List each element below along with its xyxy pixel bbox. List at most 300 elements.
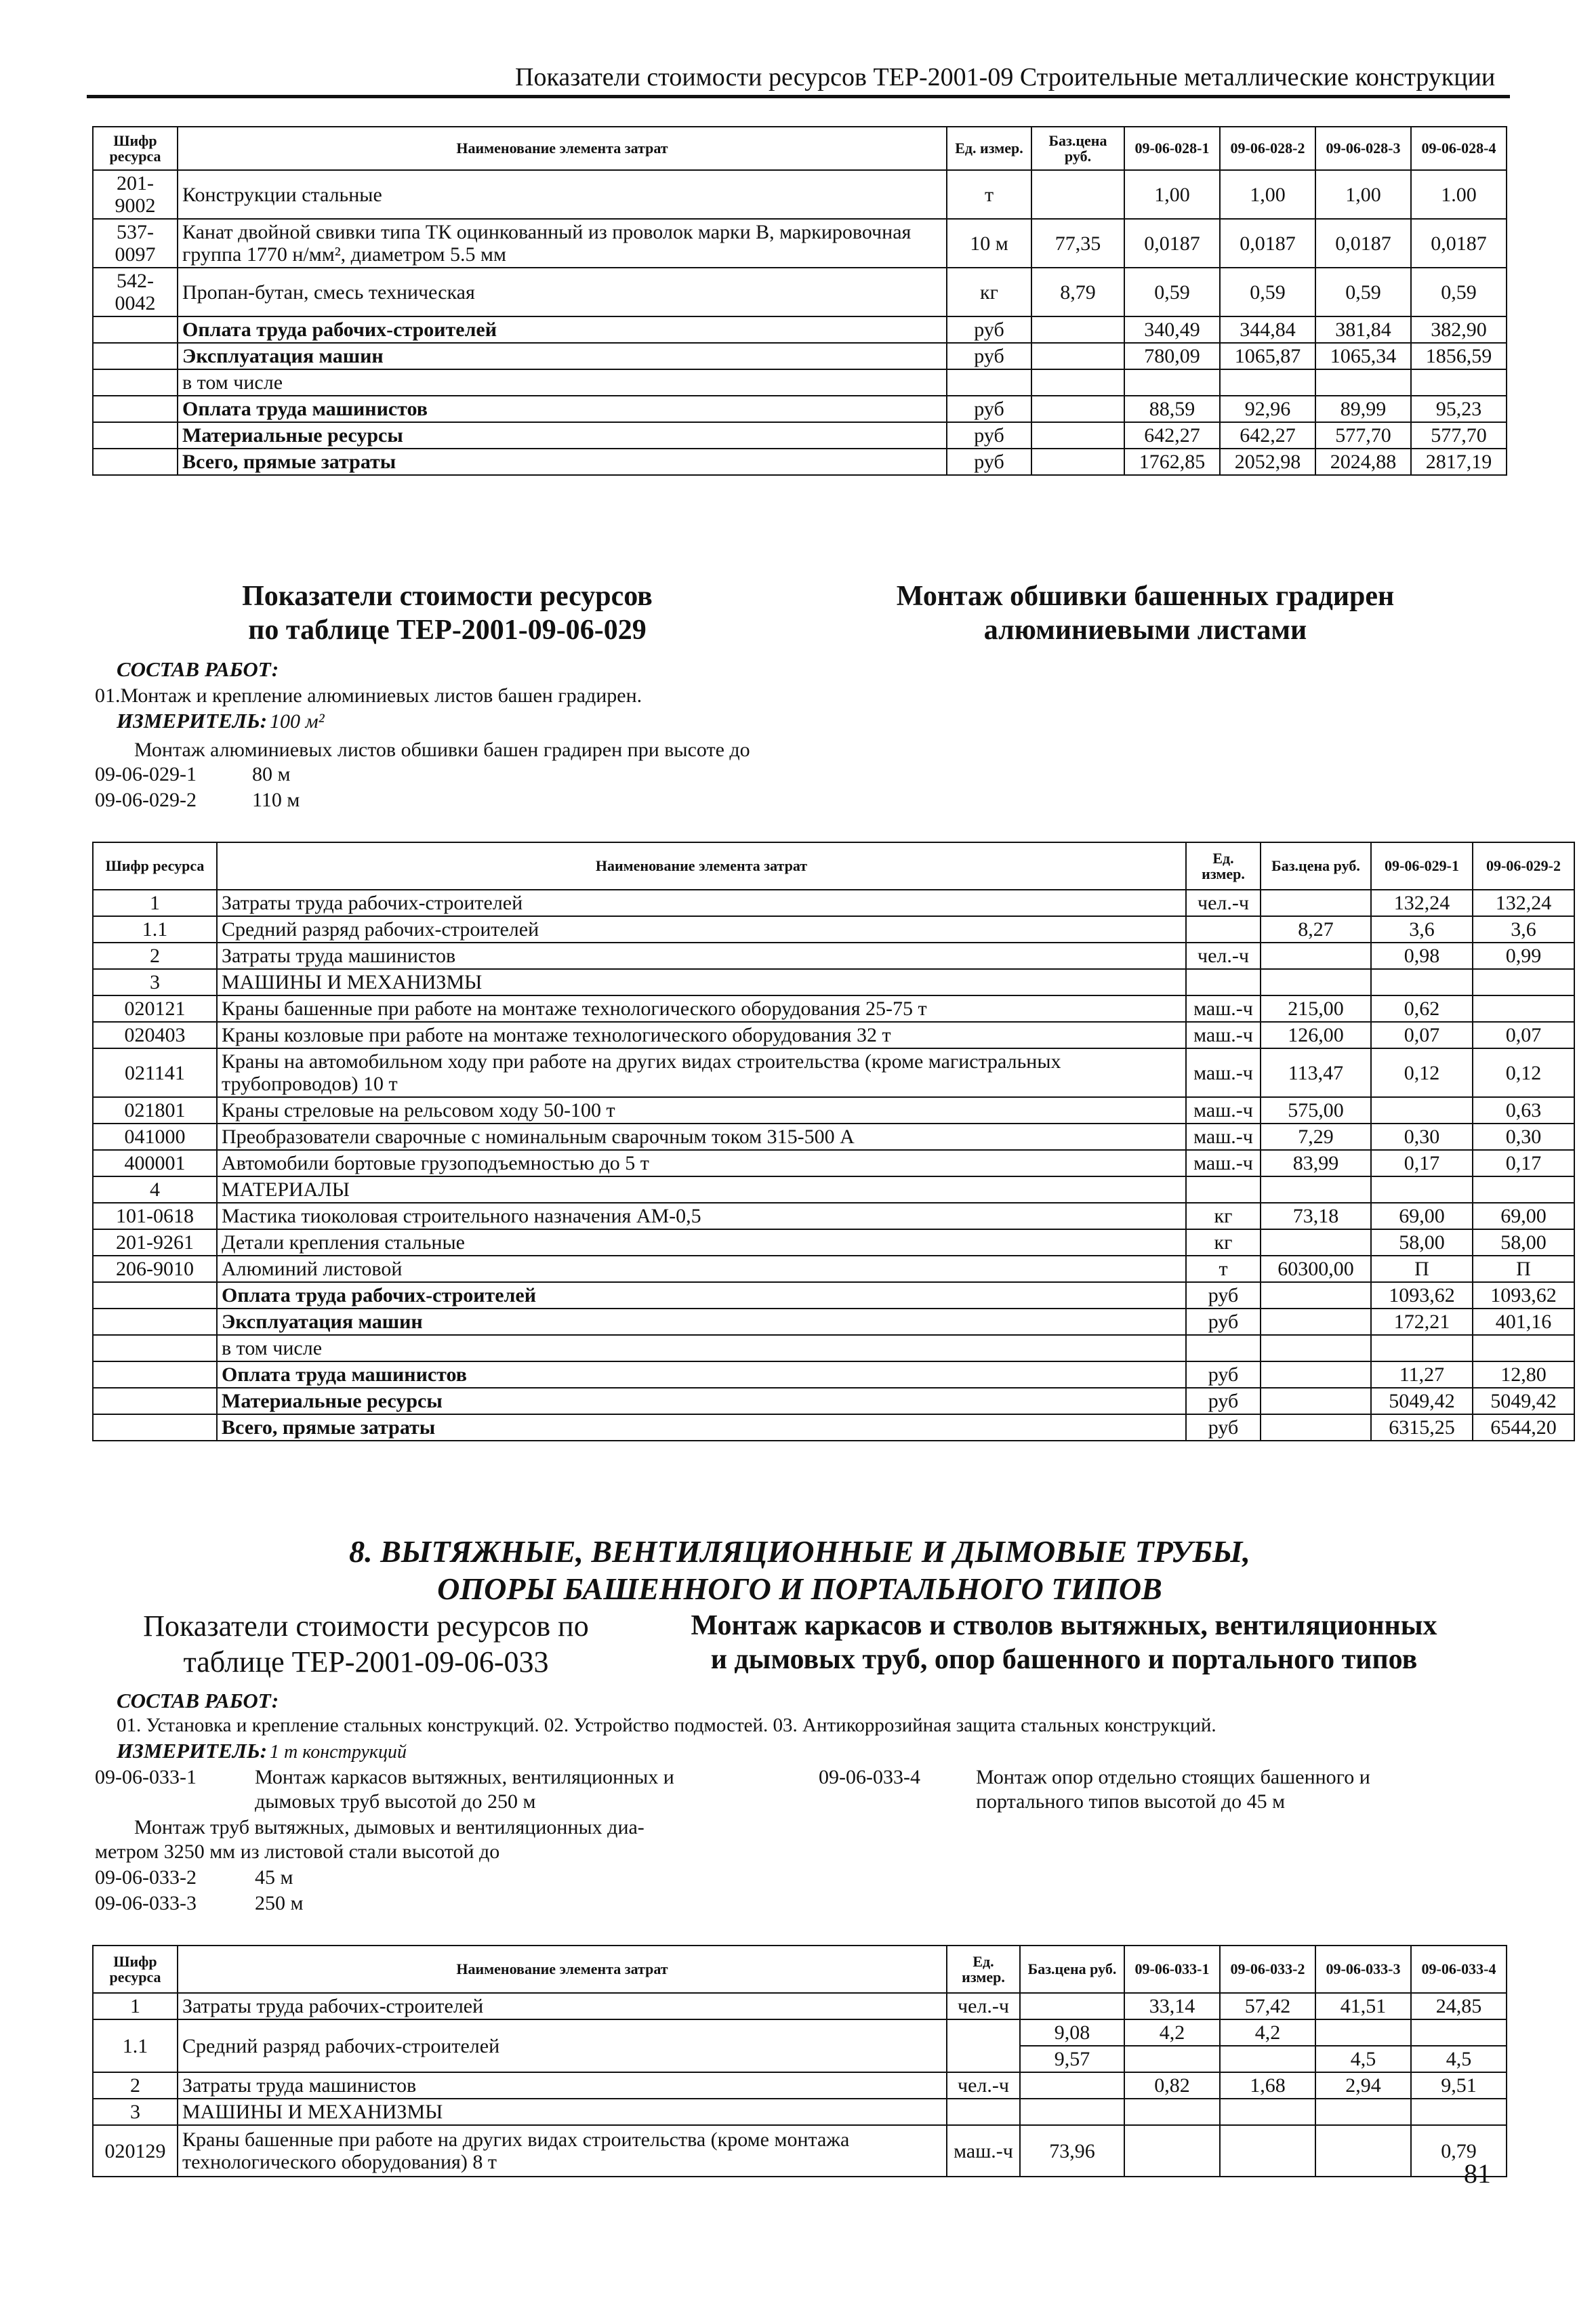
col-code: Шифр ресурса [93,127,178,170]
cell-unit: т [947,170,1031,219]
table-row [93,1309,1574,1335]
cell-unit: руб [1186,1282,1261,1309]
cell-price [1031,369,1124,396]
col-033-3: 09-06-033-3 [1315,1946,1411,1993]
cell-code [93,1388,217,1414]
cell-code: 041000 [93,1124,217,1150]
table-row [93,2019,1507,2046]
cell-unit: кг [947,268,1031,316]
cell-price [1031,449,1124,475]
cell-value: 4,2 [1124,2019,1220,2046]
cell-value [1473,1176,1574,1203]
cell-price [1031,396,1124,422]
cell-unit: чел.-ч [1186,943,1261,969]
cell-value: 577,70 [1411,422,1507,449]
col-029-1: 09-06-029-1 [1371,842,1473,890]
cell-name: Мастика тиоколовая строительного назначения АМ-0,5 [217,1203,1186,1229]
cell-code: 020121 [93,995,217,1022]
cell-code: 537-0097 [93,219,178,268]
cell-value: 12,80 [1473,1361,1574,1388]
cell-name: Конструкции стальные [178,170,947,219]
cell-value: 2817,19 [1411,449,1507,475]
table-row [93,890,1574,916]
cell-code: 542-0042 [93,268,178,316]
cell-value: 69,00 [1371,1203,1473,1229]
cell-value: 4,5 [1411,2046,1507,2072]
block029-izmer [117,709,325,733]
cell-price: 73,18 [1261,1203,1371,1229]
cell-name: Краны козловые при работе на монтаже технологического оборудования 32 т [217,1022,1186,1048]
cell-name: Материальные ресурсы [217,1388,1186,1414]
cell-code: 020403 [93,1022,217,1048]
section8-left-title-2: таблице ТЕР-2001-09-06-033 [183,1645,549,1679]
cell-price [1031,343,1124,369]
section8-item4-text-1: Монтаж опор отдельно стоящих башенного и [976,1766,1370,1788]
cell-value: 1.00 [1411,170,1507,219]
table-row [93,1022,1574,1048]
cell-name: Материальные ресурсы [178,422,947,449]
cell-price [1031,170,1124,219]
cell-unit [1186,1335,1261,1361]
section8-izmer-label: ИЗМЕРИТЕЛЬ: [117,1739,268,1763]
cell-value [1411,2099,1507,2125]
section8-item1-text-2: дымовых труб высотой до 250 м [255,1790,536,1813]
cell-name: Оплата труда машинистов [217,1361,1186,1388]
section8-izmer-value: 1 т конструкций [270,1742,407,1763]
section8-title [203,1533,1396,1607]
cell-code [93,1414,217,1441]
cell-price [1031,422,1124,449]
cell-price [1261,1361,1371,1388]
cell-unit: руб [947,343,1031,369]
cell-value: 0,12 [1371,1048,1473,1097]
block029-left-title [176,579,718,648]
cell-name: МАТЕРИАЛЫ [217,1176,1186,1203]
cell-price: 9,57 [1020,2046,1124,2072]
cell-value: 2,94 [1315,2072,1411,2099]
cell-unit: руб [1186,1361,1261,1388]
table-row [93,1176,1574,1203]
cell-value: 0,0187 [1411,219,1507,268]
cell-value: 1856,59 [1411,343,1507,369]
table-row [93,943,1574,969]
cell-name: Средний разряд рабочих-строителей [178,2019,947,2072]
cell-price [1261,969,1371,995]
cell-name: МАШИНЫ И МЕХАНИЗМЫ [178,2099,947,2125]
cell-value [1124,369,1220,396]
cell-value: П [1371,1256,1473,1282]
cell-value: 58,00 [1473,1229,1574,1256]
cell-price [1261,943,1371,969]
cell-value: 0,17 [1473,1150,1574,1176]
cell-value [1315,2099,1411,2125]
cell-value: 0,99 [1473,943,1574,969]
table-row [93,1124,1574,1150]
cell-value: 88,59 [1124,396,1220,422]
section8-item3-code: 09-06-033-3 [95,1892,197,1914]
table-row [93,2072,1507,2099]
cell-price: 7,29 [1261,1124,1371,1150]
page-number: 81 [1464,2158,1491,2189]
cell-price [1020,2072,1124,2099]
cell-value: 2024,88 [1315,449,1411,475]
cell-value [1473,969,1574,995]
section8-izmer [117,1739,407,1763]
cell-value: П [1473,1256,1574,1282]
cell-code [93,1335,217,1361]
cell-value: 1065,34 [1315,343,1411,369]
table-row [93,1388,1574,1414]
cell-value: 172,21 [1371,1309,1473,1335]
cell-price: 8,27 [1261,916,1371,943]
cell-name: Алюминий листовой [217,1256,1186,1282]
cell-code [93,316,178,343]
cell-value: 132,24 [1473,890,1574,916]
col-name: Наименование элемента затрат [217,842,1186,890]
col-033-4: 09-06-033-4 [1411,1946,1507,1993]
section8-title-2: ОПОРЫ БАШЕННОГО И ПОРТАЛЬНОГО ТИПОВ [437,1571,1162,1607]
cell-value [1315,2019,1411,2046]
cell-name: Краны стреловые на рельсовом ходу 50-100 т [217,1097,1186,1124]
section8-right-title-1: Монтаж каркасов и стволов вытяжных, вентиляционных [691,1610,1437,1641]
cell-value: 0,98 [1371,943,1473,969]
cell-value: 0,59 [1411,268,1507,316]
cell-value: 6544,20 [1473,1414,1574,1441]
cell-code: 1.1 [93,2019,178,2072]
cell-code: 021801 [93,1097,217,1124]
block029-left-title-1: Показатели стоимости ресурсов [242,581,653,612]
cell-price [1020,2099,1124,2125]
table-row [93,268,1507,316]
cell-value: 41,51 [1315,1993,1411,2019]
cell-value: 3,6 [1371,916,1473,943]
cell-value: 89,99 [1315,396,1411,422]
table-row [93,1097,1574,1124]
cell-unit: руб [947,396,1031,422]
col-028-2: 09-06-028-2 [1220,127,1315,170]
col-name: Наименование элемента затрат [178,127,947,170]
cell-value: 0,0187 [1124,219,1220,268]
cell-name: Оплата труда рабочих-строителей [217,1282,1186,1309]
cell-price [1020,1993,1124,2019]
section8-item1-code: 09-06-033-1 [95,1766,197,1788]
section8-item4-code: 09-06-033-4 [819,1766,920,1788]
table-row [93,343,1507,369]
col-033-2: 09-06-033-2 [1220,1946,1315,1993]
col-028-3: 09-06-028-3 [1315,127,1411,170]
cell-name: Оплата труда рабочих-строителей [178,316,947,343]
cell-name: Затраты труда машинистов [217,943,1186,969]
cell-value: 1093,62 [1473,1282,1574,1309]
table-row [93,1361,1574,1388]
cell-value: 0,07 [1473,1022,1574,1048]
cell-name: Всего, прямые затраты [178,449,947,475]
block029-right-title [840,579,1450,648]
cell-value: 4,2 [1220,2019,1315,2046]
cell-code [93,1361,217,1388]
cell-value: 642,27 [1220,422,1315,449]
cell-name: Эксплуатация машин [217,1309,1186,1335]
cell-value: 0,0187 [1315,219,1411,268]
section8-item1-text-1: Монтаж каркасов вытяжных, вентиляционных и [255,1766,674,1788]
block029-sostav-text: 01.Монтаж и крепление алюминиевых листов башен градирен. [95,684,642,707]
cell-value: 33,14 [1124,1993,1220,2019]
cell-value [1124,2046,1220,2072]
block029-sostav-label: СОСТАВ РАБОТ: [117,657,279,681]
cell-unit: маш.-ч [947,2125,1020,2177]
page-header: Показатели стоимости ресурсов ТЕР-2001-09 Строительные металлические конструкции [515,63,1496,91]
cell-value: 642,27 [1124,422,1220,449]
table-row [93,1229,1574,1256]
cell-value: 0,12 [1473,1048,1574,1097]
cell-price: 9,08 [1020,2019,1124,2046]
table-row [93,1993,1507,2019]
cell-value: 0,59 [1124,268,1220,316]
cell-unit: руб [947,449,1031,475]
cell-unit: маш.-ч [1186,1048,1261,1097]
cell-name: Автомобили бортовые грузоподъемностью до 5 т [217,1150,1186,1176]
cell-unit [947,2099,1020,2125]
col-code: Шифр ресурса [93,842,217,890]
cell-price [1261,1282,1371,1309]
cell-code [93,343,178,369]
section8-title-1: 8. ВЫТЯЖНЫЕ, ВЕНТИЛЯЦИОННЫЕ И ДЫМОВЫЕ ТРУБЫ, [349,1534,1250,1569]
cell-code: 021141 [93,1048,217,1097]
cell-name: в том числе [217,1335,1186,1361]
cell-value [1220,2099,1315,2125]
cell-value: 401,16 [1473,1309,1574,1335]
col-028-4: 09-06-028-4 [1411,127,1507,170]
block029-right-title-2: алюминиевыми листами [983,615,1307,646]
cell-code: 3 [93,2099,178,2125]
cell-value [1124,2125,1220,2177]
cell-price [1261,1414,1371,1441]
cell-unit: чел.-ч [947,1993,1020,2019]
table-row [93,2099,1507,2125]
section8-right-title-2: и дымовых труб, опор башенного и портального типов [710,1644,1418,1676]
cell-name: Краны башенные при работе на других видах строительства (кроме монтажа технологического оборудования) 8 т [178,2125,947,2177]
cell-unit [1186,916,1261,943]
section8-item2-code: 09-06-033-2 [95,1866,197,1889]
cell-value: 381,84 [1315,316,1411,343]
block029-right-title-1: Монтаж обшивки башенных градирен [896,581,1395,612]
cell-code [93,422,178,449]
cell-name: Затраты труда рабочих-строителей [178,1993,947,2019]
cell-value: 132,24 [1371,890,1473,916]
cell-value: 0,30 [1371,1124,1473,1150]
table-row [93,170,1507,219]
cell-price [1031,316,1124,343]
cell-value [1315,2125,1411,2177]
cell-value: 1,00 [1124,170,1220,219]
table-row [93,1048,1574,1097]
cell-value: 0,79 [1411,2125,1507,2177]
section8-item4-text-2: портального типов высотой до 45 м [976,1790,1286,1813]
cell-unit: маш.-ч [1186,995,1261,1022]
cell-value: 24,85 [1411,1993,1507,2019]
cell-price: 575,00 [1261,1097,1371,1124]
cell-value [1473,1335,1574,1361]
cell-unit: руб [947,422,1031,449]
cell-value [1371,969,1473,995]
cell-value: 92,96 [1220,396,1315,422]
cell-code: 020129 [93,2125,178,2177]
col-price: Баз.цена руб. [1020,1946,1124,1993]
block029-left-title-2: по таблице ТЕР-2001-09-06-029 [248,615,647,646]
cell-unit: кг [1186,1203,1261,1229]
table-row [93,422,1507,449]
cell-unit: кг [1186,1229,1261,1256]
section8-desc-1: Монтаж труб вытяжных, дымовых и вентиляционных диа- [134,1816,644,1838]
cell-value: 3,6 [1473,916,1574,943]
cell-value: 382,90 [1411,316,1507,343]
table-row [93,396,1507,422]
col-028-1: 09-06-028-1 [1124,127,1220,170]
col-unit: Ед. измер. [1186,842,1261,890]
col-033-1: 09-06-033-1 [1124,1946,1220,1993]
cell-price: 126,00 [1261,1022,1371,1048]
cell-price: 83,99 [1261,1150,1371,1176]
block029-item-2-value: 110 м [252,789,300,811]
cell-value: 0,17 [1371,1150,1473,1176]
cell-price [1261,1388,1371,1414]
cell-value: 4,5 [1315,2046,1411,2072]
cell-code [93,449,178,475]
cell-value: 1,68 [1220,2072,1315,2099]
cell-value: 1065,87 [1220,343,1315,369]
col-029-2: 09-06-029-2 [1473,842,1574,890]
cell-code: 206-9010 [93,1256,217,1282]
cell-unit: 10 м [947,219,1031,268]
cell-name: Затраты труда рабочих-строителей [217,890,1186,916]
cell-value: 58,00 [1371,1229,1473,1256]
cell-value: 577,70 [1315,422,1411,449]
col-price: Баз.цена руб. [1261,842,1371,890]
cell-value: 5049,42 [1473,1388,1574,1414]
table-row [93,2125,1507,2177]
cell-value: 1,00 [1220,170,1315,219]
block029-item-1-value: 80 м [252,763,291,785]
table-row [93,316,1507,343]
col-unit: Ед. измер. [947,1946,1020,1993]
cell-unit: руб [947,316,1031,343]
cell-name: Всего, прямые затраты [217,1414,1186,1441]
cell-code: 1 [93,1993,178,2019]
cell-unit: т [1186,1256,1261,1282]
cell-price [1261,890,1371,916]
cell-name: Затраты труда машинистов [178,2072,947,2099]
cell-unit: руб [1186,1309,1261,1335]
cell-unit [1186,1176,1261,1203]
cell-price: 215,00 [1261,995,1371,1022]
cell-code: 201-9261 [93,1229,217,1256]
table-row [93,369,1507,396]
cell-price: 60300,00 [1261,1256,1371,1282]
cell-code: 101-0618 [93,1203,217,1229]
cell-value: 340,49 [1124,316,1220,343]
cell-value [1220,2046,1315,2072]
cell-value: 0,62 [1371,995,1473,1022]
cell-value: 1,00 [1315,170,1411,219]
cell-value: 11,27 [1371,1361,1473,1388]
cell-value: 0,63 [1473,1097,1574,1124]
cell-code: 201-9002 [93,170,178,219]
cell-value: 780,09 [1124,343,1220,369]
table-row [93,1256,1574,1282]
cell-code: 1.1 [93,916,217,943]
section8-desc-2: метром 3250 мм из листовой стали высотой до [95,1840,500,1863]
table-row [93,1203,1574,1229]
cell-name: Средний разряд рабочих-строителей [217,916,1186,943]
cell-code [93,1282,217,1309]
cell-unit: маш.-ч [1186,1097,1261,1124]
cell-code: 2 [93,2072,178,2099]
cell-value: 57,42 [1220,1993,1315,2019]
section8-item3-value: 250 м [255,1892,304,1914]
section8-left-title-1: Показатели стоимости ресурсов по [143,1609,589,1643]
table-row [93,916,1574,943]
table-row [93,449,1507,475]
section8-sostav-text: 01. Установка и крепление стальных конструкций. 02. Устройство подмостей. 03. Антикоррозийная защита стальных конструкций. [117,1714,1216,1736]
cell-price [1261,1176,1371,1203]
cell-unit: руб [1186,1414,1261,1441]
cell-value: 1093,62 [1371,1282,1473,1309]
cell-name: Эксплуатация машин [178,343,947,369]
table-row [93,995,1574,1022]
cell-code: 3 [93,969,217,995]
cell-name: Канат двойной свивки типа ТК оцинкованный из проволок марки В, маркировочная группа 1770 н/мм², диаметром 5.5 мм [178,219,947,268]
cell-unit: маш.-ч [1186,1022,1261,1048]
col-code: Шифр ресурса [93,1946,178,1993]
header-rule [87,95,1510,98]
cell-price: 73,96 [1020,2125,1124,2177]
cell-value: 344,84 [1220,316,1315,343]
section8-sostav-label: СОСТАВ РАБОТ: [117,1689,279,1712]
cell-unit: чел.-ч [947,2072,1020,2099]
cell-unit: чел.-ч [1186,890,1261,916]
table-row [93,1150,1574,1176]
cell-code: 1 [93,890,217,916]
cell-value: 2052,98 [1220,449,1315,475]
table-09-06-028 [92,126,1507,476]
cell-value: 0,30 [1473,1124,1574,1150]
cell-unit [947,369,1031,396]
cell-value [1220,369,1315,396]
cell-name: Преобразователи сварочные с номинальным сварочным током 315-500 А [217,1124,1186,1150]
cell-value [1473,995,1574,1022]
table-row [93,1414,1574,1441]
cell-code: 400001 [93,1150,217,1176]
cell-price [1261,1229,1371,1256]
cell-unit: маш.-ч [1186,1150,1261,1176]
table-09-06-033 [92,1945,1507,2177]
block029-izmer-label: ИЗМЕРИТЕЛЬ: [117,709,268,733]
block029-item-2-code: 09-06-029-2 [95,789,197,811]
block029-izmer-value: 100 м² [270,710,325,733]
section8-left-title [102,1609,630,1681]
cell-value: 5049,42 [1371,1388,1473,1414]
table-row [93,219,1507,268]
cell-value: 0,0187 [1220,219,1315,268]
cell-value: 0,82 [1124,2072,1220,2099]
cell-unit: руб [1186,1388,1261,1414]
cell-price: 113,47 [1261,1048,1371,1097]
col-price: Баз.цена руб. [1031,127,1124,170]
cell-name: Краны башенные при работе на монтаже технологического оборудования 25-75 т [217,995,1186,1022]
table-row [93,1335,1574,1361]
cell-value: 0,59 [1220,268,1315,316]
table-row [93,1282,1574,1309]
